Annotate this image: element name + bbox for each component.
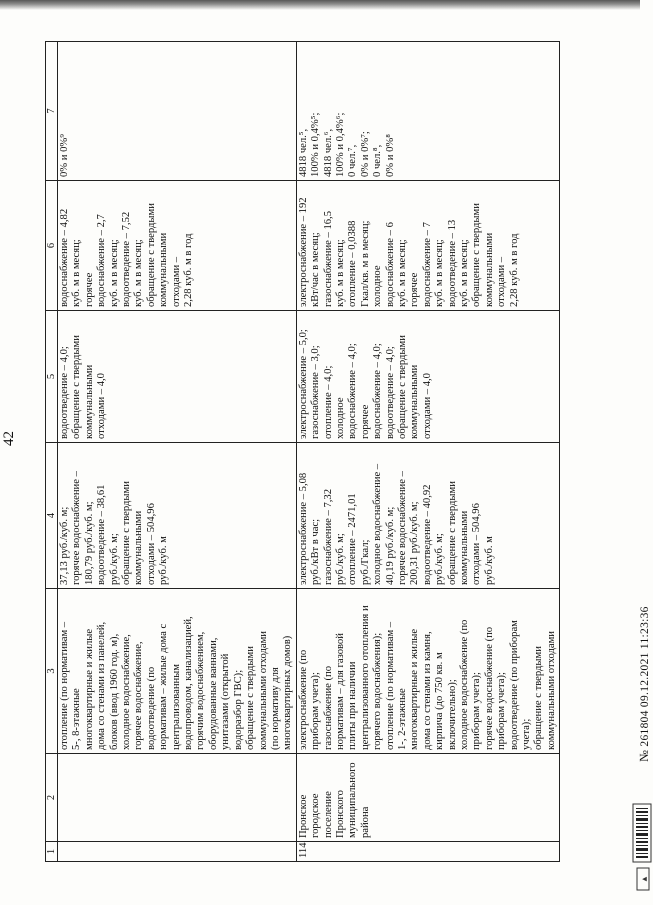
cell-line: горячего водоснабжения);	[372, 632, 384, 750]
cell-line: обращение с твердыми	[145, 203, 157, 307]
cell-line: водоснабжение – 4,0;	[347, 343, 359, 439]
cell-line: водоснабжение – 4,82	[59, 208, 70, 307]
cell-line: 180,79 руб./куб. м;	[83, 501, 95, 585]
table-cell-c5	[296, 311, 560, 443]
cell-line: 1-, 2-этажные	[396, 688, 408, 750]
cell-line: 100% и 0,4%⁶;	[334, 112, 346, 177]
table-cell-c4	[296, 443, 560, 589]
cell-line: коммунальными	[133, 510, 145, 585]
cell-line: отопление – 4,0;	[322, 365, 334, 439]
cell-line: муниципального	[347, 762, 359, 838]
number-sign: №	[637, 749, 651, 762]
cell-line: обращение с твердыми	[121, 481, 133, 585]
cell-line: холодное	[334, 397, 346, 439]
cell-line: обращение с твердыми	[71, 335, 83, 439]
cell-line: (по нормативу для	[269, 667, 281, 750]
cell-line: 114	[297, 842, 309, 858]
cell-line: руб./куб. м	[158, 536, 170, 585]
cell-line: оборудованные ваннами,	[207, 637, 219, 750]
cell-line: водоотведение – 13	[446, 219, 458, 307]
cell-line: кВт/час в месяц;	[310, 232, 322, 307]
cell-line: горячее водоснабжение –	[396, 471, 408, 585]
cell-line: отопление (по нормативам –	[384, 621, 396, 750]
table-cell-c6	[296, 181, 560, 311]
doc-number: 261804	[639, 710, 651, 747]
table-cell-c1	[296, 842, 560, 862]
barcode-icon	[631, 804, 653, 862]
cell-line: отходами –	[496, 256, 508, 307]
cell-line: водоснабжение – 4,0;	[372, 343, 384, 439]
cell-line: газоснабжение – 16,5	[322, 211, 334, 307]
svg-text:▲: ▲	[641, 876, 648, 882]
cell-line: горячее	[409, 272, 421, 307]
cell-line: коммунальными	[483, 232, 495, 307]
cell-line: электроснабжение (по	[297, 649, 309, 750]
header-cell: 2	[46, 754, 58, 842]
table-cell-c1	[58, 842, 297, 862]
table-cell-c7	[296, 42, 560, 181]
header-cell: 4	[46, 443, 58, 589]
cell-line: куб. м в месяц;	[334, 239, 346, 307]
cell-line: коммунальными	[409, 364, 421, 439]
cell-line: водоснабжение – 2,7	[96, 214, 108, 307]
doc-timestamp: 09.12.2021 11:23:36	[639, 606, 651, 708]
table-cell-c5	[58, 311, 297, 443]
cell-line: отходами – 4,0	[96, 373, 108, 439]
table-row	[58, 42, 297, 862]
header-cell: 3	[46, 589, 58, 754]
cell-line: коммунальными	[158, 232, 170, 307]
cell-line: газоснабжение – 7,32	[322, 489, 334, 585]
cell-line: отходами – 504,96	[471, 503, 483, 585]
cell-line: газоснабжение (по	[322, 666, 334, 750]
cell-line: отходами –	[170, 256, 182, 307]
cell-line: обращение с твердыми	[446, 481, 458, 585]
cell-line: водоотведение (по приборам	[508, 620, 520, 750]
cell-line: газоснабжение – 3,0;	[310, 345, 322, 439]
cell-line: района	[359, 806, 371, 838]
header-cell: 1	[46, 842, 58, 862]
cell-line: отопление (по нормативам –	[59, 621, 70, 750]
cell-line: обращение с твердыми	[245, 646, 257, 750]
scan-edge	[0, 0, 640, 10]
document-stamp	[637, 606, 652, 762]
cell-line: нормативам – жилые дома с	[158, 623, 170, 750]
cell-line: водоразбор ГВС);	[232, 669, 244, 750]
cell-line: обращение с твердыми	[533, 646, 545, 750]
cell-line: отопление – 2471,01	[347, 493, 359, 585]
cell-line: плиты при наличии	[347, 661, 359, 750]
cell-line: горячее	[83, 272, 95, 307]
cell-line: 4818 чел.⁵,	[297, 128, 309, 177]
cell-line: 40,19 руб./куб. м;	[384, 506, 396, 585]
cell-line: горячее водоснабжение (по	[483, 626, 495, 750]
cell-line: 0% и 0%⁸	[384, 134, 396, 177]
cell-line: холодное водоснабжение (по	[459, 619, 470, 750]
cell-line: холодное	[372, 265, 384, 307]
cell-line: водопроводом, канализацией,	[183, 616, 195, 750]
cell-line: 0% и 0%⁷;	[359, 131, 371, 177]
cell-line: куб. м в месяц;	[108, 239, 120, 307]
cell-line: обращение с твердыми	[396, 335, 408, 439]
table-cell-c4	[58, 443, 297, 589]
cell-line: многоквартирные и жилые	[409, 628, 421, 750]
cell-line: электроснабжение – 5,0;	[297, 329, 309, 439]
cell-line: руб./куб. м;	[434, 533, 446, 585]
cell-line: приборам учета);	[496, 672, 508, 750]
cell-line: Пронского	[334, 790, 346, 838]
cell-line: 2,28 куб. м в год	[508, 233, 520, 307]
cell-line: унитазами (открытой	[220, 653, 232, 750]
cell-line: куб. м в месяц;	[71, 239, 83, 307]
stamp-icon	[631, 866, 653, 892]
cell-line: куб. м в месяц;	[133, 239, 145, 307]
header-row	[46, 42, 58, 862]
cell-line: дома со стенами из панелей,	[96, 621, 108, 750]
cell-line: водоотведение – 7,52	[121, 211, 133, 307]
cell-line: отходами – 4,0	[421, 373, 433, 439]
cell-line: водоотведение – 38,61	[96, 484, 108, 585]
cell-line: коммунальными	[459, 510, 470, 585]
cell-line: городское	[310, 793, 322, 838]
cell-line: приборам учета);	[471, 672, 483, 750]
cell-line: холодное водоснабжение –	[372, 463, 384, 585]
cell-line: коммунальными отходами	[257, 631, 269, 750]
table-cell-c2	[296, 754, 560, 842]
cell-line: централизованного отопления и	[359, 605, 371, 750]
table-cell-c3	[58, 589, 297, 754]
cell-line: многоквартирные и жилые	[83, 628, 95, 750]
cell-line: коммунальными	[83, 364, 95, 439]
cell-line: горячее водоснабжение,	[133, 641, 145, 750]
cell-line: обращение с твердыми	[471, 203, 483, 307]
cell-line: учета);	[521, 718, 533, 750]
cell-line: водоотведение (по	[145, 666, 157, 750]
cell-line: руб./куб. м;	[334, 533, 346, 585]
cell-line: 4818 чел.⁶,	[322, 128, 334, 177]
cell-line: горячим водоснабжением,	[195, 631, 207, 750]
cell-line: куб. м в месяц;	[434, 239, 446, 307]
cell-line: 5-, 8-этажные	[71, 688, 83, 750]
cell-line: приборам учета);	[310, 672, 322, 750]
cell-line: включительно);	[446, 679, 458, 750]
cell-line: поселение	[322, 791, 334, 838]
cell-line: 2,28 куб. м в год	[183, 233, 195, 307]
cell-line: коммунальными отходами	[545, 631, 557, 750]
cell-line: 100% и 0,4%⁵;	[310, 112, 322, 177]
table-cell-c2	[58, 754, 297, 842]
cell-line: электроснабжение – 192	[297, 197, 309, 307]
rotated-page	[1, 22, 651, 882]
cell-line: водоснабжение – 7	[421, 222, 433, 307]
header-cell: 7	[46, 42, 58, 181]
cell-line: 200,31 руб./куб. м;	[409, 501, 421, 585]
cell-line: руб./куб. м;	[108, 533, 120, 585]
cell-line: блоков (ввод 1960 год. м),	[108, 633, 120, 750]
cell-line: горячее	[359, 404, 371, 439]
cell-line: 0 чел.⁸,	[372, 144, 384, 177]
cell-line: нормативам – для газовой	[334, 633, 346, 750]
tariff-table	[45, 41, 560, 862]
header-cell: 6	[46, 181, 58, 311]
cell-line: отходами – 504,96	[145, 503, 157, 585]
cell-line: многоквартирных домов)	[282, 635, 294, 750]
table-cell-c3	[296, 589, 560, 754]
cell-line: дома со стенами из камня,	[421, 631, 433, 750]
header-cell: 5	[46, 311, 58, 443]
cell-line: водоснабжение – 6	[384, 222, 396, 307]
cell-line: куб. м в месяц;	[459, 239, 470, 307]
cell-line: куб. м в месяц;	[396, 239, 408, 307]
page-number: 42	[1, 431, 17, 446]
cell-line: централизованным	[170, 664, 182, 750]
cell-line: водоотведение – 4,0;	[384, 346, 396, 439]
cell-line: кирпича (до 750 кв. м	[434, 652, 446, 750]
cell-line: 0 чел.⁷,	[347, 144, 359, 177]
cell-line: отопление – 0,0388	[347, 220, 359, 307]
cell-line: 0% и 0%⁹	[59, 134, 70, 177]
cell-line: руб./куб. м	[483, 536, 495, 585]
table-cell-c6	[58, 181, 297, 311]
table-cell-c7	[58, 42, 297, 181]
cell-line: холодное водоснабжение,	[121, 634, 133, 750]
cell-line: Пронское	[297, 794, 309, 838]
cell-line: электроснабжение – 5,08	[297, 472, 309, 585]
table-row	[296, 42, 560, 862]
cell-line: 37,13 руб./куб. м;	[59, 506, 70, 585]
cell-line: водоотведение – 4,0;	[59, 346, 70, 439]
cell-line: руб./кВт в час;	[310, 518, 322, 585]
cell-line: водоотведение – 40,92	[421, 484, 433, 585]
cell-line: горячее водоснабжение –	[71, 471, 83, 585]
cell-line: руб./Гкал;	[359, 539, 371, 585]
cell-line: Гкал/кв. м в месяц;	[359, 220, 371, 307]
